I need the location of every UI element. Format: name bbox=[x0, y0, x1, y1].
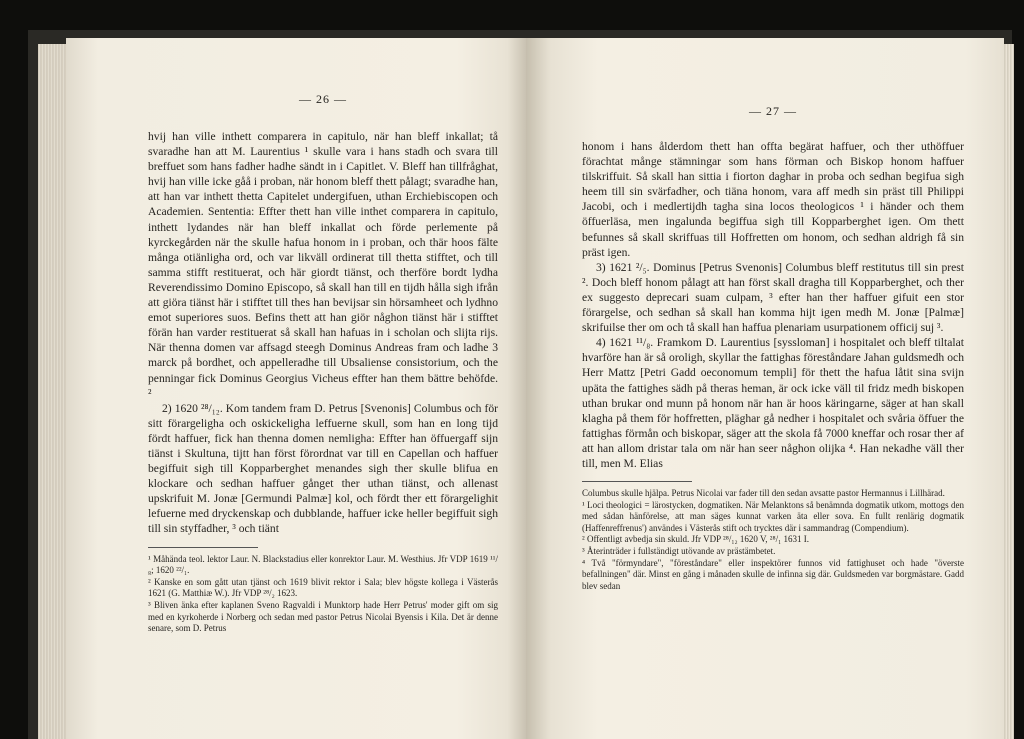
footnote: ⁴ Två "förmyndare", "föreståndare" eller inspektörer funnos vid fattighuset och hade "överste befallningen" där. Minst en gång i månaden skulle de infinna sig där. Guldsmeden var borgmästare. Gadd blev sedan bbox=[582, 557, 964, 591]
paragraph: 2) 1620 ²⁸/₁₂. Kom tandem fram D. Petrus [Svenonis] Columbus och för sitt förargeligha och oskickeligha leffuerne skull, som han en long tijd fördt haffuer, fick han thenna domen nemligha: Effter han öffuergaff sijn tiänst i Skultuna, tijtt han först förordnat var till en Capellan och haffuer begiffuit sigh till Kopparberghet menandes sigh ther skulle blifua en klockare och sedhan haffuer gånget ther uthan tiänst, och allenast upskrifuit M. Jonæ [Germundi Palmæ] kol, och fördt ther ett förargelighit lefuerne med dryckenskap och dubblande, haffuer icke heller begiffuit sigh till sin styffadher, ³ och tiänt bbox=[148, 401, 498, 536]
footnote: ² Kanske en som gått utan tjänst och 1619 blivit rektor i Sala; blev högste kollega i Västerås 1621 (G. Matthiæ W.). Jfr VDP ²⁸/₂ 1623. bbox=[148, 576, 498, 599]
paragraph: 3) 1621 ²/₅. Dominus [Petrus Svenonis] Columbus bleff restitutus till sin prest ². Doch bleff honom pålagt att han först skall dragha till Kopparberghet, och ther ex suggesto deprecari suam culpam, ³ efter han ther haffuer gifuit een stor förargelse, och sedhan så skall han komma hijt igen medh M. Jonæ [Palmæ] skrifuilse ther om och tå skall han haffua plenariam usurpationem officij suj ³. bbox=[582, 260, 964, 335]
footnote: ¹ Måhända teol. lektor Laur. N. Blackstadius eller konrektor Laur. M. Westhius. Jfr VDP 1619 ¹¹/₈; 1620 ²²/₁. bbox=[148, 553, 498, 576]
left-page bbox=[66, 38, 526, 739]
paragraph: honom i hans ålderdom thett han offta begärat haffuer, och ther uthöffuer förachtat månge stämningar som hans förman och Biskop honom haffuer tilskriffuit. Så skall han sittia i fiorton daghar in proba och sedhan begifua sigh heem till sin svärfadher, och tiäna honom, vara aff medh sin präst till Philippi Jacobi, och i medlertijdh tagha sina locos theologicos ¹ i händer och them öffuerläsa, men ingalunda begiffua sigh till Kopparberghet igen. Om thett befunnes så skall skriffuas till Hoffretten om honom, och sedhan aldrigh få sin präst igen. bbox=[582, 140, 964, 259]
paragraph: 4) 1621 ¹¹/₈. Framkom D. Laurentius [syssloman] i hospitalet och bleff tiltalat hvarföre han är så oroligh, skyllar the fattighas föreståndare Jahan guldsmedh och Herr Mattz [Petri Gadd oeconomum templi] för thett the hafua låtit sina svijn upäta the fattighes sädh på theras heman, är ock icke väll til fridz medh biskopen uthan brukar ond munn på honom när han är hoos käringarne, säger at han skall klagha på them för hoffretten, pläghar gå nedher i hospitalet och svåria öffuer the fattighas förmån och biskopar, säger att the skola få 7000 kneffar och rosar ther af att han allom dristar tala om när han seer någhon olijka ⁴. Han nekadhe väll ther till, men M. Elias bbox=[582, 336, 964, 470]
footnotes bbox=[582, 488, 964, 592]
footnote-rule bbox=[148, 547, 258, 548]
footnote-rule bbox=[582, 481, 692, 482]
page-number: — 26 — bbox=[299, 92, 347, 106]
paragraph: hvij han ville inthett comparera in capitulo, när han bleff inkallat; tå svaradhe han att M. Laurentius ¹ skulle vara i hans stadh och svara till breffuet som hans fadher hadhe sändt in i Capitlet. V. Bleff han tillfråghat, hvij han ville icke gåå i proban, när honom bleff thett pålagt; svaradhe han, att han var inthett thetta Capitelet undergifuen, uthan Erchiebiscopen och Academien. Sententia: Effter thett han ville inthet comparera in capitulo, inthett lydandes när han bleff inkallat och förde perlemente på kyrckegården när the skulle hafua honom in i proban, och thär hoos fälte många otiänligha ord, och var likväll ordinerat till thetta stifftet, och till samma stifft restituerat, och här giordt tiänst, och therföre bordt lydha Reverendissimo Domino Episcopo, så skall han till en tijdh hålla sigh ifrån att giöra tiänst här i stifftet till thes han bevijsar sin hörsamheet och lydhno emot superiores suos. Befins thett att han giör någhon tiänst här i stifftet förän han varder restituerat så skall han hafuas in i scholan och slijta rijs. När thenna domen var affsagd steegh Dominus Andreas fram och ladhe 3 marck på bordhet, och appelleradhe till Ubsaliense consistorium, och the penningar fick Dominus Georgius Vicheus effter han them bättre behöfde. ² bbox=[148, 130, 498, 400]
footnotes bbox=[148, 554, 498, 635]
footnote: ² Offentligt avbedja sin skuld. Jfr VDP ²⁸/₁₂ 1620 V, ²⁸/₁ 1631 I. bbox=[582, 534, 810, 545]
footnote: ¹ Loci theologici = lärostycken, dogmatiken. När Melanktons så benämnda dogmatik utkom, mottogs den med sådan hänförelse, att man säges kunnat varken äta eller sova. En fullt renlärig dogmatik (Haffenreffrenus') användes i Västerås stift och trycktes där i sammandrag (Compendium). bbox=[582, 499, 964, 533]
footnote: Columbus skulle hjälpa. Petrus Nicolai var fader till den sedan avsatte pastor Hermannus i Lillhärad. bbox=[582, 488, 945, 499]
footnote: ³ Bliven änka efter kaplanen Sveno Ragvaldi i Munktorp hade Herr Petrus' moder gift om sig med en kyrkoherde i Norberg och sedan med pastor Petrus Nicolai Byensis i Kila. Det är denne senare, som D. Petrus bbox=[148, 599, 498, 634]
right-page bbox=[526, 38, 1004, 739]
page-number: — 27 — bbox=[749, 104, 797, 118]
footnote: ³ Återinträder i fullständigt utövande av prästämbetet. bbox=[582, 546, 776, 557]
left-page-edges bbox=[38, 44, 68, 739]
